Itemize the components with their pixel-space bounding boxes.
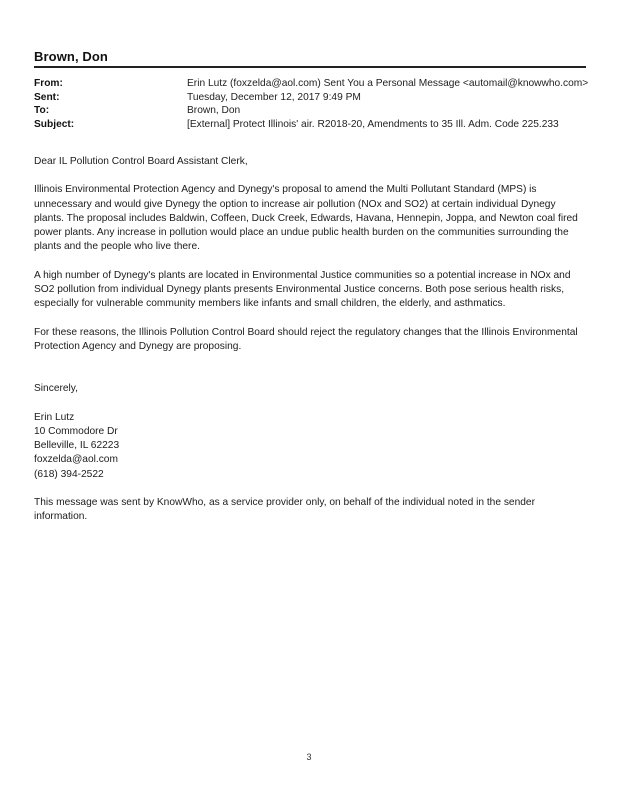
body-paragraph-3: For these reasons, the Illinois Pollution Control Board should reject the regulatory changes that the Illinois Environmental Protection Agency and Dynegy are proposing. (34, 326, 578, 352)
header-row-to (34, 104, 594, 118)
page-number: 3 (306, 752, 312, 762)
sent-label: Sent: (34, 91, 60, 103)
subject-label: Subject: (34, 118, 75, 130)
body-paragraph-2: A high number of Dynegy's plants are located in Environmental Justice communities so a potential increase in NOx and SO2 pollution from individual Dynegy plants presents Environmental Justice concerns. Both pose serious health risks, especially for vulnerable community members like infants and small children, the elderly, and asthmatics. (34, 269, 571, 310)
signature-address-line1: 10 Commodore Dr (34, 425, 118, 437)
header-row-from (34, 77, 594, 91)
signature-name: Erin Lutz (34, 411, 75, 423)
body-paragraph-1: Illinois Environmental Protection Agency and Dynegy's proposal to amend the Multi Pollutant Standard (MPS) is unnecessary and would give Dynegy the option to increase air pollution (NOx and SO2) at certain individual Dynegy plants. The proposal includes Baldwin, Coffeen, Duck Creek, Edwards, Havana, Hennepin, Joppa, and Newton coal fired power plants. Any increase in pollution would place an undue public health burden on the communities surrounding the plants and the people who live there. (34, 184, 578, 253)
mailbox-owner-name: Brown, Don (34, 49, 108, 64)
header-divider (34, 66, 586, 68)
header-row-sent (34, 91, 594, 105)
to-label: To: (34, 105, 50, 116)
sent-value: Tuesday, December 12, 2017 9:49 PM (187, 91, 361, 103)
email-body (34, 155, 579, 525)
greeting: Dear IL Pollution Control Board Assistant Clerk, (34, 156, 248, 167)
email-header (34, 77, 594, 131)
signature-phone: (618) 394-2522 (34, 468, 104, 480)
subject-value: [External] Protect Illinois' air. R2018-20, Amendments to 35 Ill. Adm. Code 225.233 (187, 118, 559, 130)
header-row-subject (34, 118, 594, 132)
to-value: Brown, Don (187, 105, 241, 116)
from-value: Erin Lutz (foxzelda@aol.com) Sent You a Personal Message <automail@knowwho.com> (187, 78, 589, 89)
signature-email: foxzelda@aol.com (34, 454, 118, 466)
from-label: From: (34, 78, 63, 89)
signature-address-line2: Belleville, IL 62223 (34, 440, 120, 452)
service-footer-note: This message was sent by KnowWho, as a service provider only, on behalf of the individual noted in the sender information. (34, 497, 535, 523)
closing: Sincerely, (34, 383, 78, 395)
